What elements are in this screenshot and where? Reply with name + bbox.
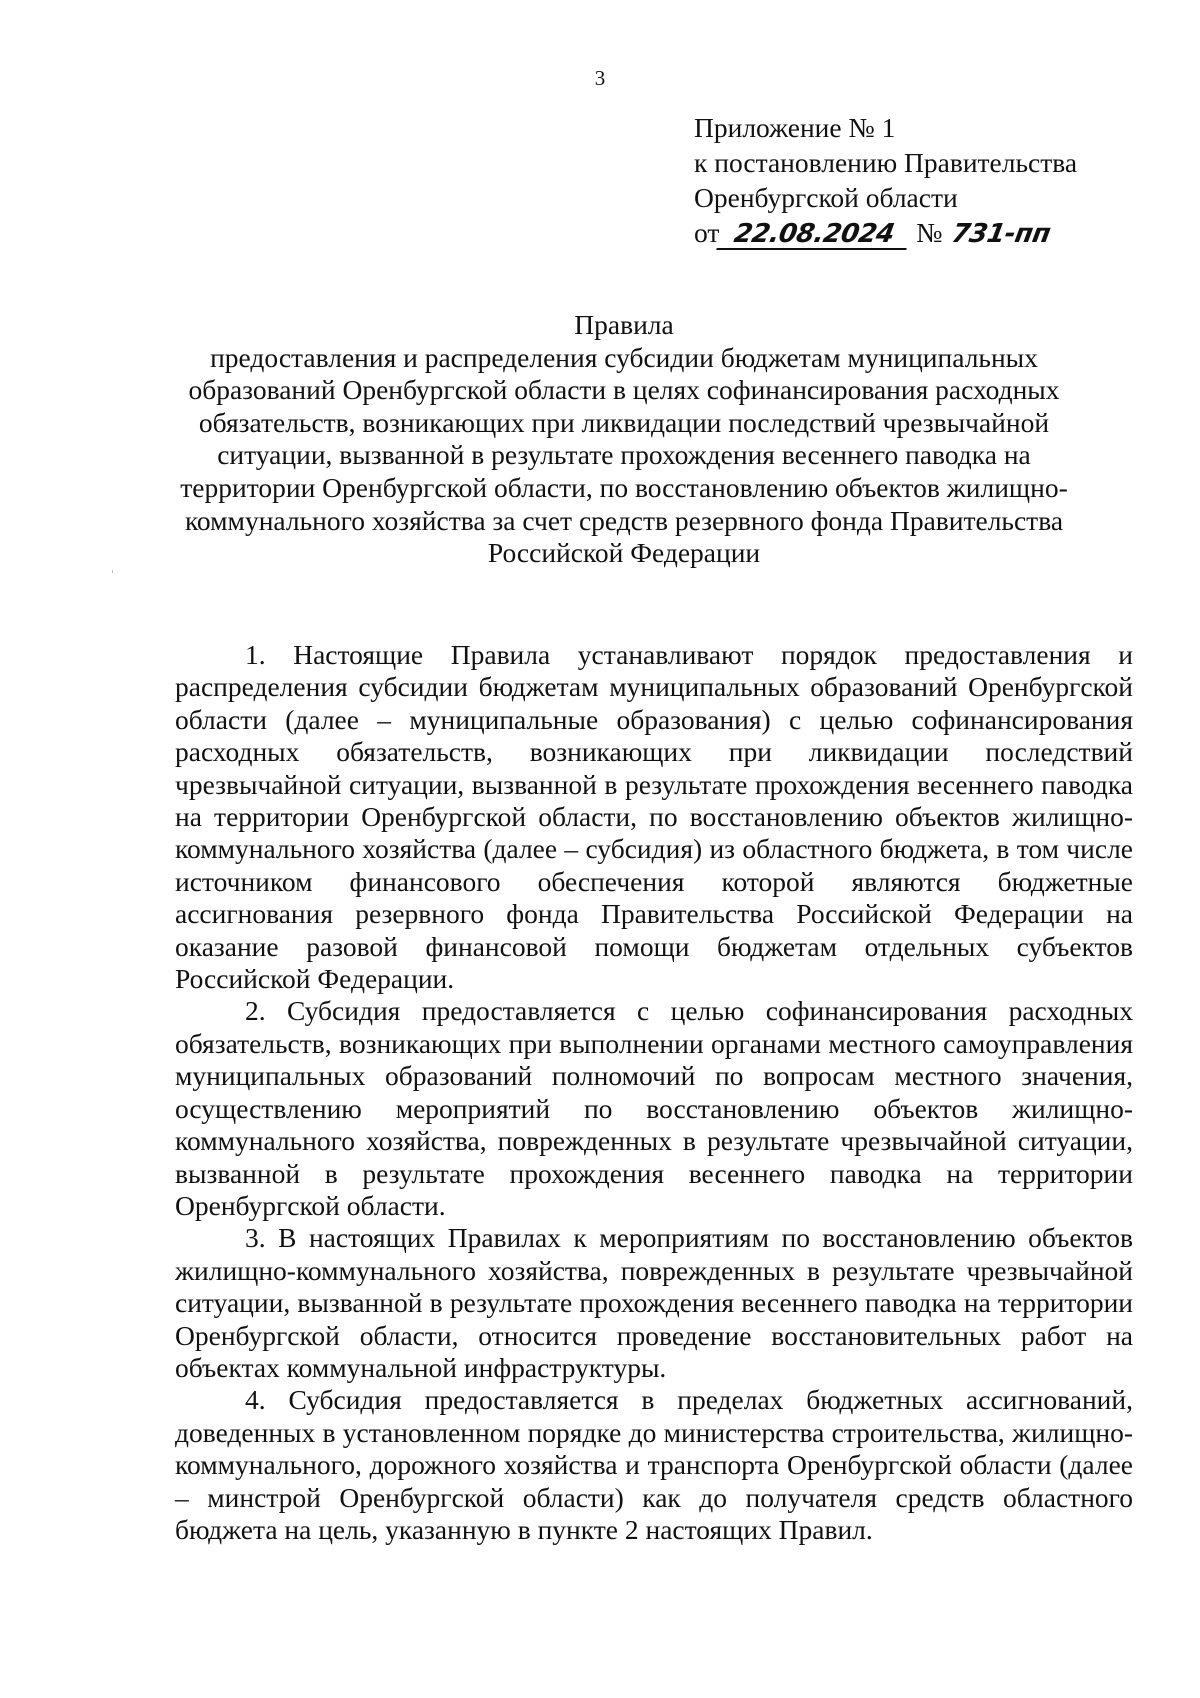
paragraph-2: 2. Субсидия предоставляется с целью софинансирования расходных обязательств, возникающих при выполнении органами местного самоуправления муниципальных образований полномочий по вопросам местного значения, осуществлению мероприятий по восстановлению объектов жилищно-коммунального хозяйства, поврежденных в результате чрезвычайной ситуации, вызванной в результате прохождения весеннего паводка на территории Оренбургской области. <box>175 995 1133 1221</box>
paragraph-4: 4. Субсидия предоставляется в пределах бюджетных ассигнований, доведенных в установленном порядке до министерства строительства, жилищно-коммунального, дорожного хозяйства и транспорта Оренбургской области (далее – минстрой Оренбургской области) как до получателя средств областного бюджета на цель, указанную в пункте 2 настоящих Правил. <box>175 1384 1133 1545</box>
document-title <box>150 309 1098 570</box>
appendix-reference: к постановлению Правительства <box>694 147 1078 178</box>
page-number: 3 <box>594 66 606 90</box>
number-prefix: № <box>916 217 943 248</box>
appendix-region: Оренбургской области <box>694 182 958 213</box>
scan-mark <box>112 570 113 573</box>
appendix-date-line <box>694 215 1164 250</box>
title-heading: Правила <box>574 309 674 340</box>
paragraph-1: 1. Настоящие Правила устанавливают порядок предоставления и распределения субсидии бюджетам муниципальных образований Оренбургской области (далее – муниципальные образования) с целью софинансирования расходных обязательств, возникающих при ликвидации последствий чрезвычайной ситуации, вызванной в результате прохождения весеннего паводка на территории Оренбургской области, по восстановлению объектов жилищно-коммунального хозяйства (далее – субсидия) из областного бюджета, в том числе источником финансового обеспечения которой являются бюджетные ассигнования резервного фонда Правительства Российской Федерации на оказание разовой финансовой помощи бюджетам отдельных субъектов Российской Федерации. <box>175 639 1133 995</box>
appendix-title: Приложение № 1 <box>694 112 896 143</box>
handwritten-number: 731-пп <box>948 219 1053 249</box>
paragraph-3: 3. В настоящих Правилах к мероприятиям по восстановлению объектов жилищно-коммунального хозяйства, поврежденных в результате чрезвычайной ситуации, вызванной в результате прохождения весеннего паводка на территории Оренбургской области, относится проведение восстановительных работ на объектах коммунальной инфраструктуры. <box>175 1222 1133 1383</box>
handwritten-date: 22.08.2024 <box>717 220 912 250</box>
document-body <box>175 639 1133 1546</box>
title-subtitle: предоставления и распределения субсидии бюджетам муниципальных образований Оренбургской области в целях софинансирования расходных обязательств, возникающих при ликвидации последствий чрезвычайной ситуации, вызванной в результате прохождения весеннего паводка на территории Оренбургской области, по восстановлению объектов жилищно-коммунального хозяйства за счет средств резервного фонда Правительства Российской Федерации <box>180 341 1068 569</box>
date-prefix: от <box>694 217 720 248</box>
appendix-block <box>694 110 1164 250</box>
